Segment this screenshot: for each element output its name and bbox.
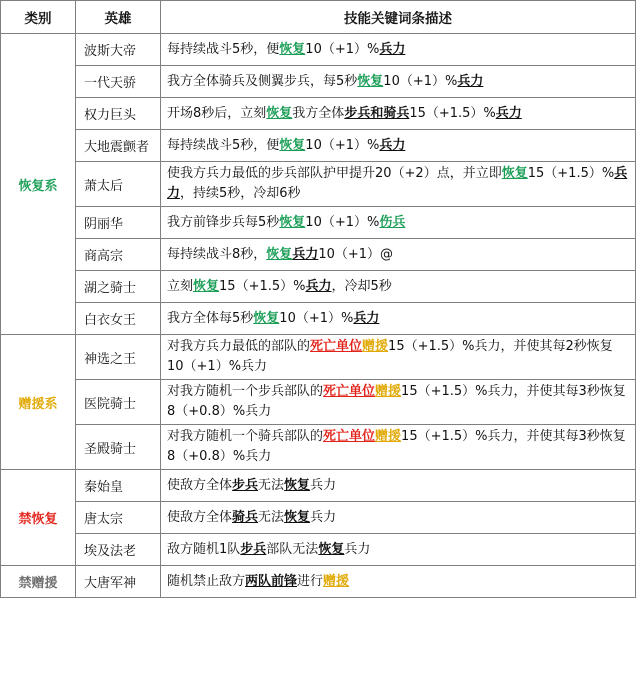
description-text: 使敌方全体	[167, 477, 233, 493]
hero-name: 神选之王	[76, 335, 161, 380]
keyword: 恢复	[318, 541, 345, 557]
keyword: 兵力	[379, 41, 406, 57]
keyword: 伤兵	[379, 214, 406, 230]
description-text: 立刻	[167, 278, 194, 294]
keyword: 恢复	[284, 477, 311, 493]
description-text: 兵力	[310, 477, 337, 493]
table-row	[1, 380, 636, 425]
hero-name: 医院骑士	[76, 380, 161, 425]
table-row	[1, 303, 636, 335]
keyword: 恢复	[253, 310, 280, 326]
description-text: 无法	[258, 477, 285, 493]
keyword: 步兵和骑兵	[344, 105, 410, 121]
skill-description	[161, 162, 636, 207]
description-text: 15（+1.5）%	[409, 105, 496, 121]
description-text: 开场8秒后，立刻	[167, 105, 267, 121]
keyword: 骑兵	[232, 509, 259, 525]
description-text: 部队无法	[266, 541, 319, 557]
category-aid: 赠援系	[1, 335, 76, 470]
hero-name: 埃及法老	[76, 534, 161, 566]
header-category: 类别	[1, 1, 76, 34]
table-row	[1, 425, 636, 470]
table-header-row	[1, 1, 636, 34]
skill-description	[161, 425, 636, 470]
skill-description	[161, 239, 636, 271]
hero-name: 大唐军神	[76, 566, 161, 598]
table-row	[1, 239, 636, 271]
description-text: 10（+1）@	[318, 246, 394, 262]
description-text: 对我方兵力最低的部队的	[167, 339, 311, 354]
hero-name: 萧太后	[76, 162, 161, 207]
skill-description	[161, 470, 636, 502]
description-text: 我方全体骑兵及侧翼步兵，每5秒	[167, 73, 358, 89]
hero-name: 大地震颤者	[76, 130, 161, 162]
keyword: 兵力	[353, 310, 380, 326]
keyword: 恢复	[279, 41, 306, 57]
keyword: 恢复	[279, 137, 306, 153]
keyword: 两队前锋	[245, 573, 298, 589]
description-text: 兵力	[310, 509, 337, 525]
table-row	[1, 271, 636, 303]
category-ban-recover: 禁恢复	[1, 470, 76, 566]
keyword: 死亡单位	[323, 429, 376, 444]
table-row	[1, 162, 636, 207]
description-text: ，冷却5秒	[331, 278, 392, 294]
skill-description	[161, 502, 636, 534]
description-text: 我方全体	[292, 105, 345, 121]
skill-description	[161, 98, 636, 130]
skill-description	[161, 534, 636, 566]
keyword: 兵力	[292, 246, 319, 262]
table-row	[1, 130, 636, 162]
skill-description	[161, 271, 636, 303]
description-text: 每持续战斗5秒，便	[167, 41, 280, 57]
keyword: 赠援	[375, 384, 402, 399]
table-row	[1, 470, 636, 502]
keyword: 赠援	[323, 573, 350, 589]
keyword: 恢复	[266, 105, 293, 121]
skill-description	[161, 34, 636, 66]
header-hero: 英雄	[76, 1, 161, 34]
description-text: 对我方随机一个骑兵部队的	[167, 429, 324, 444]
table-row	[1, 502, 636, 534]
description-text: 对我方随机一个步兵部队的	[167, 384, 324, 399]
description-text: ，持续5秒，冷却6秒	[180, 186, 301, 201]
category-recover: 恢复系	[1, 34, 76, 335]
category-ban-aid: 禁赠援	[1, 566, 76, 598]
description-text: 敌方随机1队	[167, 541, 241, 557]
description-text: 10（+1）%	[305, 214, 380, 230]
keyword: 恢复	[266, 246, 293, 262]
hero-name: 秦始皇	[76, 470, 161, 502]
keyword: 兵力	[167, 166, 628, 201]
hero-name: 阴丽华	[76, 207, 161, 239]
description-text: 每持续战斗5秒，便	[167, 137, 280, 153]
skill-description	[161, 303, 636, 335]
description-text: 15（+1.5）%	[527, 166, 615, 181]
description-text: 10（+1）%	[305, 41, 380, 57]
description-text: 使敌方全体	[167, 509, 233, 525]
keyword: 恢复	[501, 166, 528, 181]
skill-description	[161, 380, 636, 425]
keyword: 步兵	[232, 477, 259, 493]
skill-description	[161, 207, 636, 239]
hero-name: 波斯大帝	[76, 34, 161, 66]
skill-description	[161, 566, 636, 598]
description-text: 10（+1）%	[383, 73, 458, 89]
table-row	[1, 534, 636, 566]
keyword: 兵力	[495, 105, 522, 121]
description-text: 10（+1）%	[305, 137, 380, 153]
description-text: 15（+1.5）%兵力，并使其每3秒恢复8（+0.8）%兵力	[167, 384, 626, 419]
hero-name: 湖之骑士	[76, 271, 161, 303]
description-text: 我方全体每5秒	[167, 310, 254, 326]
table-row	[1, 207, 636, 239]
keyword: 步兵	[240, 541, 267, 557]
description-text: 无法	[258, 509, 285, 525]
table-row	[1, 66, 636, 98]
hero-name: 商高宗	[76, 239, 161, 271]
description-text: 我方前锋步兵每5秒	[167, 214, 280, 230]
skill-description	[161, 66, 636, 98]
keyword: 恢复	[284, 509, 311, 525]
description-text: 使我方兵力最低的步兵部队护甲提升20（+2）点，并立即	[167, 166, 502, 181]
hero-name: 圣殿骑士	[76, 425, 161, 470]
description-text: 每持续战斗8秒，	[167, 246, 267, 262]
description-text: 进行	[297, 573, 324, 589]
table-row	[1, 34, 636, 66]
description-text: 随机禁止敌方	[167, 573, 246, 589]
keyword: 恢复	[357, 73, 384, 89]
table-row	[1, 566, 636, 598]
keyword: 赠援	[362, 339, 389, 354]
hero-name: 一代天骄	[76, 66, 161, 98]
table-row	[1, 98, 636, 130]
keyword: 赠援	[375, 429, 402, 444]
keyword: 恢复	[193, 278, 220, 294]
hero-name: 唐太宗	[76, 502, 161, 534]
header-description: 技能关键词条描述	[161, 1, 636, 34]
hero-name: 权力巨头	[76, 98, 161, 130]
keyword: 兵力	[379, 137, 406, 153]
table-row	[1, 335, 636, 380]
description-text: 15（+1.5）%	[219, 278, 306, 294]
keyword: 死亡单位	[323, 384, 376, 399]
hero-name: 白衣女王	[76, 303, 161, 335]
description-text: 15（+1.5）%兵力，并使其每2秒恢复10（+1）%兵力	[167, 339, 613, 374]
keyword: 死亡单位	[310, 339, 363, 354]
keyword: 恢复	[279, 214, 306, 230]
keyword: 兵力	[305, 278, 332, 294]
description-text: 15（+1.5）%兵力，并使其每3秒恢复8（+0.8）%兵力	[167, 429, 626, 464]
keyword: 兵力	[457, 73, 484, 89]
description-text: 10（+1）%	[279, 310, 354, 326]
skill-description	[161, 130, 636, 162]
description-text: 兵力	[344, 541, 371, 557]
skill-description	[161, 335, 636, 380]
